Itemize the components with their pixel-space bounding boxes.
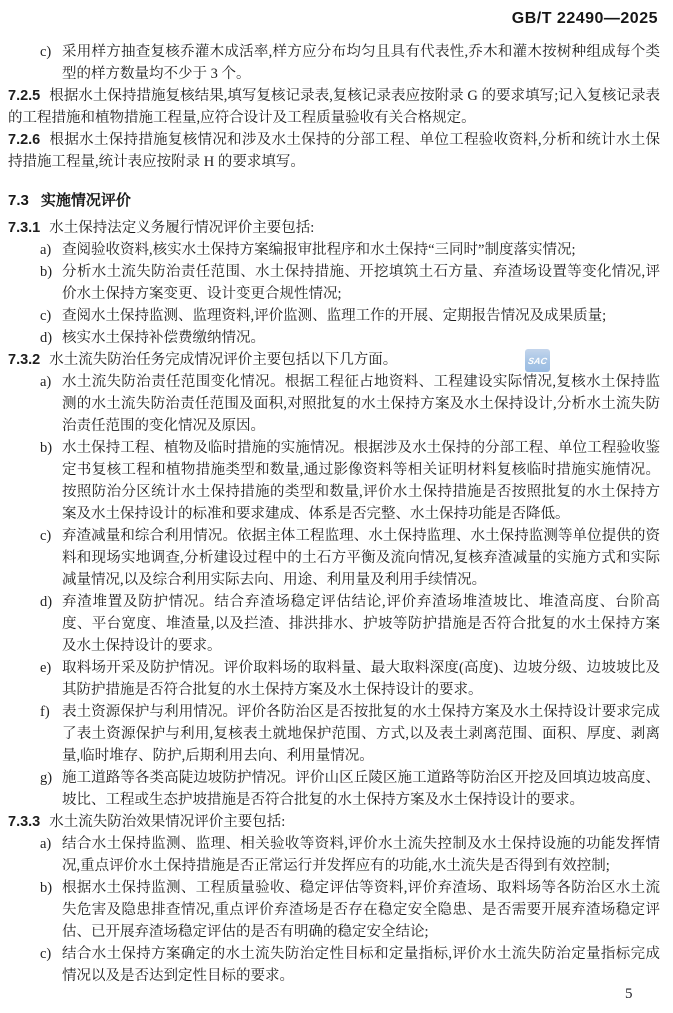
clause-7-2-5 [8,85,660,129]
clause-text: 根据水土保持措施复核结果,填写复核记录表,复核记录表应按附录 G 的要求填写;记入复核记录表的工程措施和植物措施工程量,应符合设计及工程质量验收有关合格规定。 [8,88,660,126]
list-item-text: 弃渣减量和综合利用情况。依据主体工程监理、水土保持监理、水土保持监测等单位提供的资料和现场实地调查,分析建设过程中的土石方平衡及流向情况,复核弃渣减量的实施方式和实际减量情况,以及综合利用实际去向、用途、利用量及利用手续情况。 [62,528,660,588]
page-number: 5 [625,986,633,1002]
clause-number: 7.3.1 [8,220,41,236]
clause-7-3-3 [8,811,660,833]
list-marker: c) [40,946,52,962]
list-marker: a) [40,836,52,852]
list-marker: g) [40,770,53,786]
list-item-text: 结合水土保持方案确定的水土流失防治定性目标和定量指标,评价水土流失防治定量指标完成情况以及是否达到定性目标的要求。 [62,946,660,984]
clause-text: 水土流失防治效果情况评价主要包括: [49,814,286,830]
clause-number: 7.2.6 [8,132,41,148]
list-item-text: 弃渣堆置及防护情况。结合弃渣场稳定评估结论,评价弃渣场堆渣坡比、堆渣高度、台阶高度、平台宽度、堆渣量,以及拦渣、排洪排水、护坡等防护措施是否符合批复的水土保持方案及水土保持设计的要求。 [62,594,660,654]
clause-number: 7.3.2 [8,352,41,368]
list-item-text: 结合水土保持监测、监理、相关验收等资料,评价水土流失控制及水土保持设施的功能发挥情况,重点评价水土保持措施是否正常运行并发挥应有的功能,水土流失是否得到有效控制; [62,836,660,874]
document-content [8,41,660,987]
list-marker: b) [40,264,53,280]
list-item-f [8,701,660,767]
list-item-text: 施工道路等各类高陡边坡防护情况。评价山区丘陵区施工道路等防治区开挖及回填边坡高度、坡比、工程或生态护坡措施是否符合批复的水土保持方案及水土保持设计的要求。 [62,770,660,808]
list-item-text: 取料场开采及防护情况。评价取料场的取料量、最大取料深度(高度)、边坡分级、边坡坡比及其防护措施是否符合批复的水土保持方案及水土保持设计的要求。 [62,660,660,698]
clause-text: 根据水土保持措施复核情况和涉及水土保持的分部工程、单位工程验收资料,分析和统计水土保持措施工程量,统计表应按附录 H 的要求填写。 [8,132,660,170]
list-marker: b) [40,440,53,456]
list-item-text: 根据水土保持监测、工程质量验收、稳定评估等资料,评价弃渣场、取料场等各防治区水土流失危害及隐患排查情况,重点评价弃渣场是否存在稳定安全隐患、是否需要开展弃渣场稳定评估、已开展弃渣场稳定评估的是否有明确的稳定安全结论; [62,880,660,940]
list-item-d [8,591,660,657]
list-item-c [8,525,660,591]
list-marker: a) [40,242,52,258]
list-item-a [8,833,660,877]
clause-number: 7.3.3 [8,814,41,830]
clause-text: 水土流失防治任务完成情况评价主要包括以下几方面。 [49,352,398,368]
list-marker: c) [40,528,52,544]
list-marker: d) [40,594,53,610]
heading-title: 实施情况评价 [40,192,131,209]
list-item-text: 表土资源保护与利用情况。评价各防治区是否按批复的水土保持方案及水土保持设计要求完成了表土资源保护与利用,复核表土就地保护范围、方式,以及表土剥离范围、面积、厚度、剥离量,临时堆存、防护,后期利用去向、利用量情况。 [62,704,660,764]
heading-number: 7.3 [8,192,29,209]
list-item-text: 水土保持工程、植物及临时措施的实施情况。根据涉及水土保持的分部工程、单位工程验收鉴定书复核工程和植物措施类型和数量,通过影像资料等相关证明材料复核临时措施实施情况。按照防治分区统计水土保持措施的类型和数量,评价水土保持措施是否按照批复的水土保持方案及水土保持设计的标准和要求建成、体系是否完整、水土保持功能是否降低。 [62,440,660,522]
list-marker: e) [40,660,52,676]
standard-number-header: GB/T 22490—2025 [511,10,658,27]
list-item-b [8,261,660,305]
list-marker: c) [40,308,52,324]
list-item-g [8,767,660,811]
list-marker: a) [40,374,52,390]
list-item-c-sampling [8,41,660,85]
list-item-b [8,437,660,525]
clause-text: 水土保持法定义务履行情况评价主要包括: [49,220,315,236]
list-item-text: 核实水土保持补偿费缴纳情况。 [62,330,265,346]
clause-number: 7.2.5 [8,88,41,104]
list-marker: f) [40,704,50,720]
list-marker: c) [40,44,52,60]
list-item-c [8,305,660,327]
clause-7-2-6 [8,129,660,173]
list-item-text: 查阅水土保持监测、监理资料,评价监测、监理工作的开展、定期报告情况及成果质量; [62,308,607,324]
section-heading-7-3 [8,190,660,212]
list-item-b [8,877,660,943]
list-item-text: 水土流失防治责任范围变化情况。根据工程征占地资料、工程建设实际情况,复核水土保持监测的水土流失防治责任范围及面积,对照批复的水土保持方案及水土保持设计,分析水土流失防治责任范围的变化情况及原因。 [62,374,660,434]
list-marker: d) [40,330,53,346]
list-item-text: 查阅验收资料,核实水土保持方案编报审批程序和水土保持“三同时”制度落实情况; [62,242,576,258]
list-item-d [8,327,660,349]
list-item-text: 分析水土流失防治责任范围、水土保持措施、开挖填筑土石方量、弃渣场设置等变化情况,评价水土保持方案变更、设计变更合规性情况; [62,264,660,302]
sac-watermark-text: SAC [527,355,548,366]
clause-7-3-1 [8,217,660,239]
list-item-c [8,943,660,987]
list-item-e [8,657,660,701]
list-item-text: 采用样方抽查复核乔灌木成活率,样方应分布均匀且具有代表性,乔木和灌木按树种组成每个类型的样方数量均不少于 3 个。 [62,44,660,82]
clause-7-3-2 [8,349,660,371]
list-item-a [8,371,660,437]
list-marker: b) [40,880,53,896]
list-item-a [8,239,660,261]
